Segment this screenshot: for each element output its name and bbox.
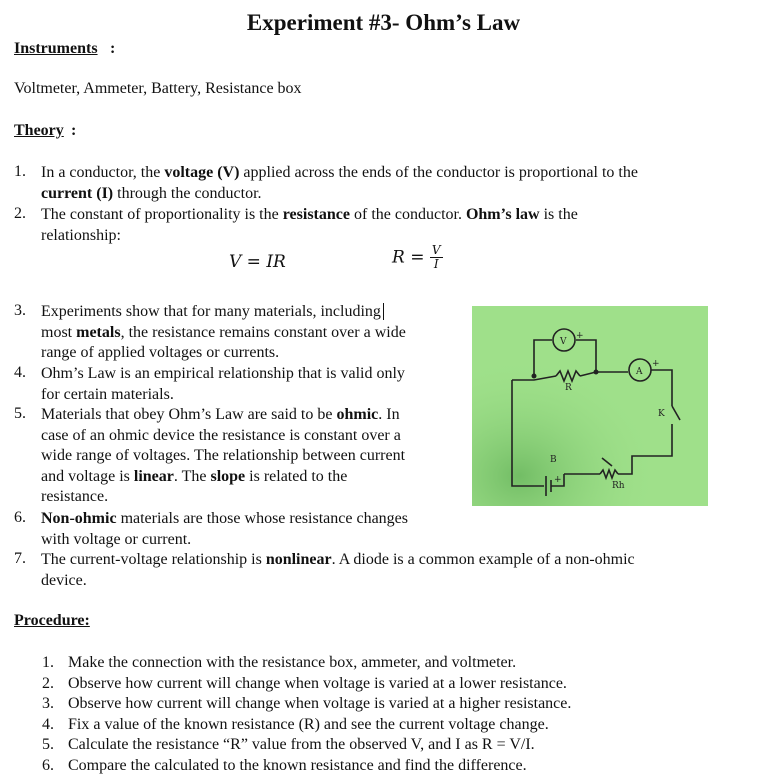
theory-item-1-number: 1.: [14, 163, 26, 180]
procedure-item-4-number: 4.: [42, 716, 54, 733]
label-v: V: [560, 337, 567, 347]
procedure-item-3-number: 3.: [42, 695, 54, 712]
procedure-item-2-number: 2.: [42, 675, 54, 692]
procedure-item-4: Fix a value of the known resistance (R) and see the current voltage change.: [68, 716, 549, 733]
procedure-item-6-number: 6.: [42, 757, 54, 774]
theory-item-4: Ohm’s Law is an empirical relationship that is valid only for certain materials.: [41, 365, 405, 403]
equation-resistance: R = $\frac{V}{I}$: [392, 243, 441, 271]
label-r: R: [565, 383, 572, 393]
junction-right: [594, 370, 599, 375]
instruments-text: Voltmeter, Ammeter, Battery, Resistance box: [14, 80, 302, 97]
circuit-diagram-photo: [472, 306, 708, 506]
procedure-heading: Procedure:: [14, 612, 90, 629]
page-title: Experiment #3- Ohm’s Law: [246, 10, 521, 35]
label-plus-ammeter: +: [652, 359, 660, 369]
theory-heading: Theory: [14, 122, 64, 139]
procedure-item-5-number: 5.: [42, 736, 54, 753]
label-rh: Rh: [612, 481, 625, 491]
circuit-diagram: [472, 306, 708, 506]
procedure-item-6: Compare the calculated to the known resistance and find the difference.: [68, 757, 527, 774]
theory-item-7-number: 7.: [14, 550, 26, 567]
theory-item-1: In a conductor, the voltage (V) applied across the ends of the conductor is proportional to the current (I) through the conductor.: [41, 164, 638, 202]
label-plus-voltmeter: +: [576, 331, 584, 341]
instruments-heading: Instruments: [14, 40, 98, 57]
theory-item-4-number: 4.: [14, 364, 26, 381]
theory-item-3-number: 3.: [14, 302, 26, 319]
theory-item-3: Experiments show that for many materials, including most metals, the resistance remains constant over a wide range of applied voltages or currents.: [41, 303, 406, 361]
theory-item-2: The constant of proportionality is the resistance of the conductor. Ohm’s law is the relationship:: [41, 206, 578, 244]
equation-ohms-law: V = IR: [229, 252, 286, 272]
theory-colon: :: [71, 122, 77, 139]
label-b: B: [550, 455, 557, 465]
procedure-item-1-number: 1.: [42, 654, 54, 671]
theory-item-5-number: 5.: [14, 405, 26, 422]
procedure-item-5: Calculate the resistance “R” value from the observed V, and I as R = V/I.: [68, 736, 535, 753]
theory-item-5: Materials that obey Ohm’s Law are said to be ohmic. In case of an ohmic device the resistance is constant over a wide range of voltages. The relationship between current and voltage is linear. The slope is related to the resistance.: [41, 406, 406, 505]
junction-left: [532, 374, 537, 379]
procedure-item-1: Make the connection with the resistance box, ammeter, and voltmeter.: [68, 654, 517, 671]
theory-item-7: The current-voltage relationship is nonlinear. A diode is a common example of a non-ohmic device.: [41, 551, 635, 589]
instruments-colon: :: [110, 40, 116, 57]
label-k: K: [658, 409, 665, 419]
theory-item-2-number: 2.: [14, 205, 26, 222]
procedure-item-2: Observe how current will change when voltage is varied at a lower resistance.: [68, 675, 567, 692]
theory-item-6: Non-ohmic materials are those whose resistance changes with voltage or current.: [41, 510, 408, 548]
label-a: A: [636, 367, 643, 377]
procedure-item-3: Observe how current will change when voltage is varied at a higher resistance.: [68, 695, 572, 712]
theory-item-6-number: 6.: [14, 509, 26, 526]
label-plus-battery: +: [554, 475, 562, 485]
